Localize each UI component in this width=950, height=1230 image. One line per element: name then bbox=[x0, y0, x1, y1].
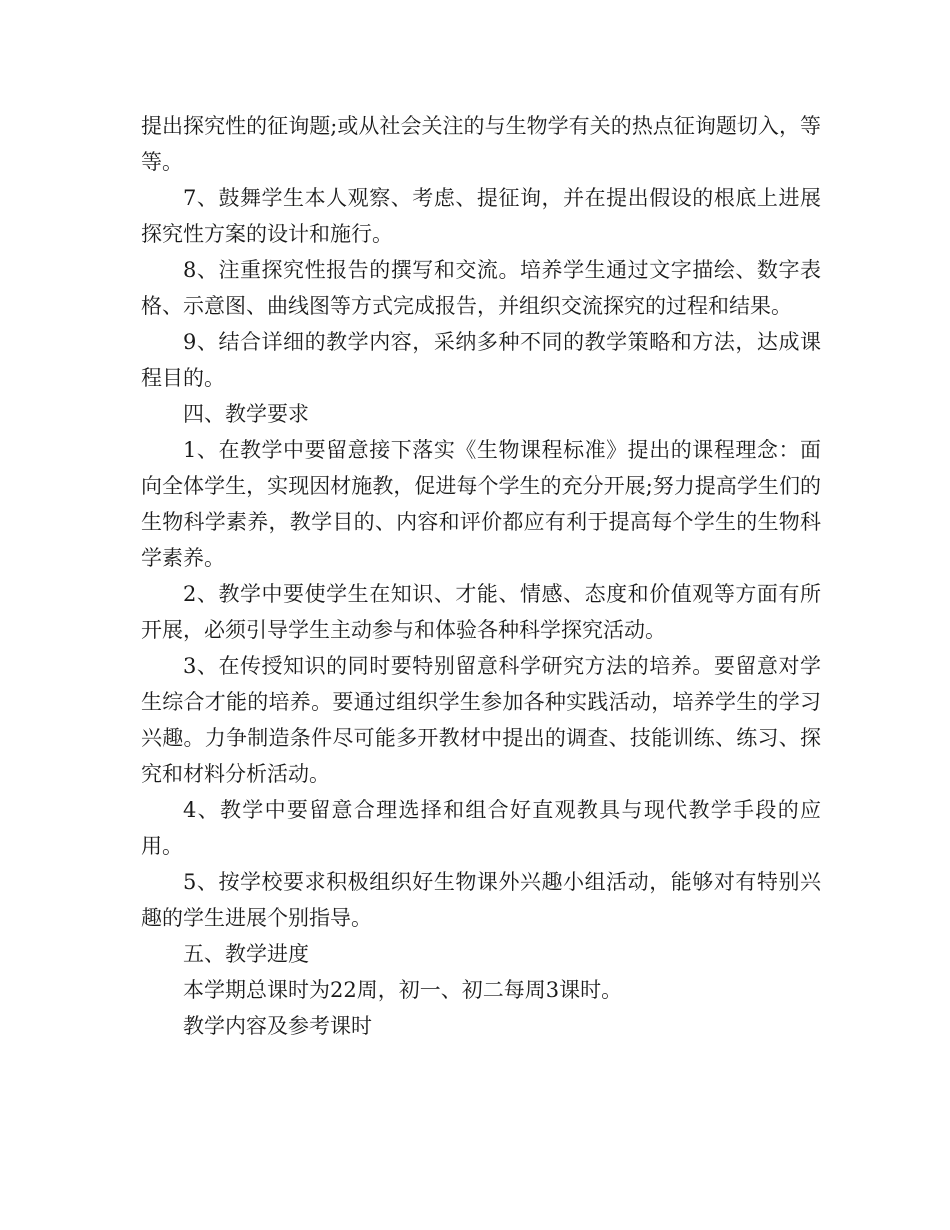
section-heading-teaching-schedule: 五、教学进度 bbox=[183, 942, 309, 966]
requirement-item-1: 1、在教学中要留意接下落实《生物课程标准》提出的课程理念：面向全体学生，实现因材施教，促进每个学生的充分开展;努力提高学生们的生物科学素养，教学目的、内容和评价都应有利于提高每个学生的生物科学素养。 bbox=[141, 438, 821, 570]
paragraph-continuation: 提出探究性的征询题;或从社会关注的与生物学有关的热点征询题切入，等等。 bbox=[141, 114, 821, 174]
section-heading-teaching-requirements: 四、教学要求 bbox=[183, 402, 309, 426]
schedule-content-heading: 教学内容及参考课时 bbox=[183, 1014, 372, 1038]
requirement-item-4: 4、教学中要留意合理选择和组合好直观教具与现代教学手段的应用。 bbox=[141, 798, 821, 858]
paragraph-item-9: 9、结合详细的教学内容，采纳多种不同的教学策略和方法，达成课程目的。 bbox=[141, 330, 821, 390]
document-body bbox=[141, 108, 821, 1044]
requirement-item-2: 2、教学中要使学生在知识、才能、情感、态度和价值观等方面有所开展，必须引导学生主动参与和体验各种科学探究活动。 bbox=[141, 582, 821, 642]
requirement-item-3: 3、在传授知识的同时要特别留意科学研究方法的培养。要留意对学生综合才能的培养。要通过组织学生参加各种实践活动，培养学生的学习兴趣。力争制造条件尽可能多开教材中提出的调查、技能训练、练习、探究和材料分析活动。 bbox=[141, 654, 821, 786]
schedule-summary: 本学期总课时为22周，初一、初二每周3课时。 bbox=[183, 978, 623, 1002]
requirement-item-5: 5、按学校要求积极组织好生物课外兴趣小组活动，能够对有特别兴趣的学生进展个别指导。 bbox=[141, 870, 821, 930]
paragraph-item-7: 7、鼓舞学生本人观察、考虑、提征询，并在提出假设的根底上进展探究性方案的设计和施行。 bbox=[141, 186, 821, 246]
paragraph-item-8: 8、注重探究性报告的撰写和交流。培养学生通过文字描绘、数字表格、示意图、曲线图等方式完成报告，并组织交流探究的过程和结果。 bbox=[141, 258, 821, 318]
